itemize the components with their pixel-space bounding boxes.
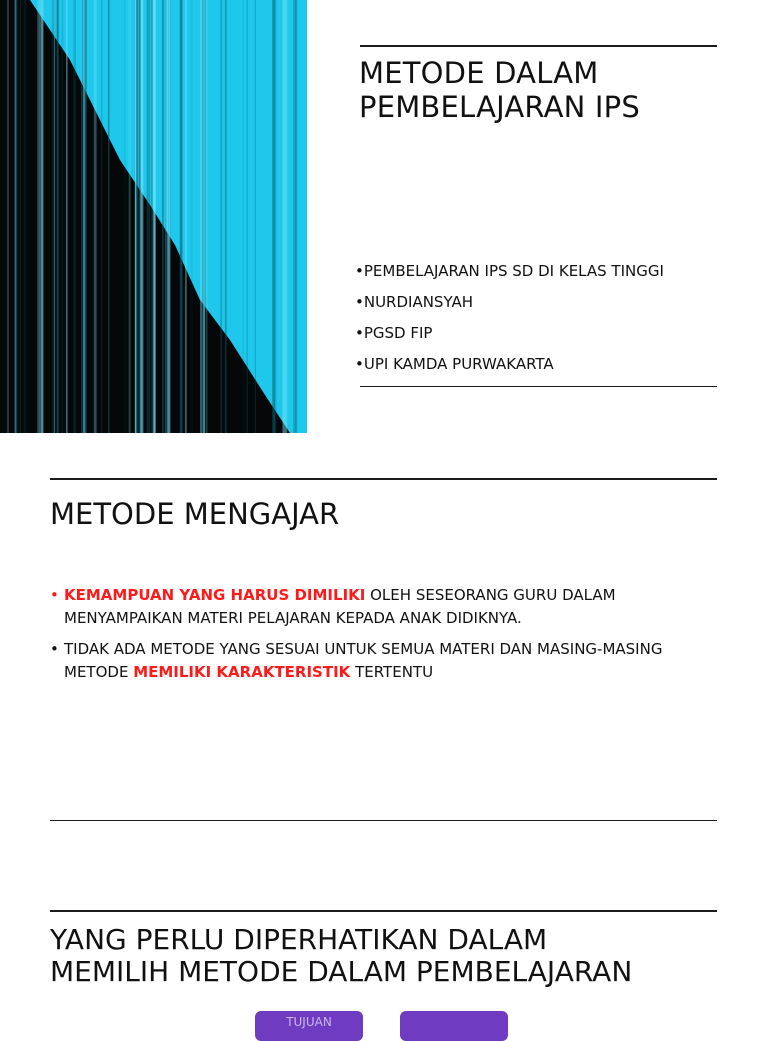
stripe-line: [82, 0, 85, 433]
stripe-line: [220, 0, 222, 433]
point-2-highlight: MEMILIKI KARAKTERISTIK: [133, 663, 351, 681]
slide3-title-line2: MEMILIH METODE DALAM PEMBELAJARAN: [50, 955, 633, 988]
bullet-icon: •: [50, 586, 59, 604]
stripe-line: [165, 0, 166, 433]
stripe-line: [192, 0, 193, 433]
info-bottom-rule: [360, 386, 717, 387]
stripe-line: [243, 0, 244, 433]
metode-mengajar-slide: [0, 434, 768, 868]
stripe-line: [66, 0, 68, 433]
slide2-title: METODE MENGAJAR: [50, 497, 340, 531]
definition-points: [50, 584, 730, 692]
stripe-line: [185, 0, 187, 433]
title-slide: [0, 0, 768, 434]
stripes-graphic: [0, 0, 307, 433]
point-1: [50, 584, 730, 630]
point-1-text: OLEH SESEORANG GURU DALAM MENYAMPAIKAN MATERI PELAJARAN KEPADA ANAK DIDIKNYA.: [64, 586, 616, 627]
point-1-highlight: KEMAMPUAN YANG HARUS DIMILIKI: [64, 586, 366, 604]
stripe-line: [41, 0, 43, 433]
slide-title-line2: PEMBELAJARAN IPS: [359, 90, 640, 124]
stripe-line: [73, 0, 76, 433]
stripe-line: [108, 0, 109, 433]
slide3-title-line1: YANG PERLU DIPERHATIKAN DALAM: [50, 923, 548, 956]
stripe-line: [94, 0, 97, 433]
title-top-rule: [360, 45, 717, 47]
chip-second: [400, 1011, 508, 1041]
slide3-title: [50, 924, 740, 988]
abstract-stripes-image: [0, 0, 307, 433]
stripe-line: [295, 0, 297, 433]
stripe-line: [149, 0, 150, 433]
point-2: [50, 638, 730, 684]
point-2-text-after: TERTENTU: [350, 663, 434, 681]
info-author: •NURDIANSYAH: [355, 293, 473, 311]
slide3-top-rule: [50, 910, 717, 912]
stripe-line: [102, 0, 103, 433]
stripe-line: [129, 0, 131, 433]
stripe-line: [85, 0, 87, 433]
stripe-line: [170, 0, 171, 433]
info-department: •PGSD FIP: [355, 324, 433, 342]
stripe-line: [39, 0, 41, 433]
slide-title: [359, 56, 749, 124]
stripe-line: [272, 0, 275, 433]
stripe-line: [154, 0, 156, 433]
stripe-line: [152, 0, 153, 433]
info-course: •PEMBELAJARAN IPS SD DI KELAS TINGGI: [355, 262, 664, 280]
stripe-line: [8, 0, 9, 433]
stripe-line: [200, 0, 202, 433]
stripe-line: [203, 0, 205, 433]
stripe-line: [61, 0, 63, 433]
stripe-line: [180, 0, 182, 433]
bullet-icon: •: [50, 640, 59, 658]
point-2-text-before: TIDAK ADA METODE YANG SESUAI UNTUK SEMUA MATERI DAN MASING-MASING METODE: [64, 640, 663, 681]
chip-tujuan: TUJUAN: [255, 1011, 363, 1041]
stripe-line: [285, 0, 288, 433]
stripe-line: [20, 0, 22, 433]
stripe-line: [140, 0, 142, 433]
info-campus: •UPI KAMDA PURWAKARTA: [355, 355, 554, 373]
stripe-line: [283, 0, 285, 433]
stripe-line: [202, 0, 203, 433]
stripe-line: [255, 0, 256, 433]
stripe-line: [246, 0, 248, 433]
stripe-line: [162, 0, 164, 433]
stripe-line: [147, 0, 149, 433]
stripe-line: [167, 0, 170, 433]
stripe-line: [52, 0, 55, 433]
slide-title-line1: METODE DALAM: [359, 56, 599, 90]
pertimbangan-slide: [0, 868, 768, 1029]
stripe-line: [57, 0, 59, 433]
stripe-line: [24, 0, 27, 433]
author-info-list: [355, 256, 664, 380]
stripe-line: [293, 0, 294, 433]
stripe-line: [16, 0, 18, 433]
slide2-top-rule: [50, 478, 717, 480]
stripe-line: [124, 0, 125, 433]
stripe-line: [206, 0, 207, 433]
stripe-line: [225, 0, 227, 433]
stripe-line: [135, 0, 136, 433]
stripe-line: [52, 0, 53, 433]
slide2-bottom-rule: [50, 820, 717, 821]
